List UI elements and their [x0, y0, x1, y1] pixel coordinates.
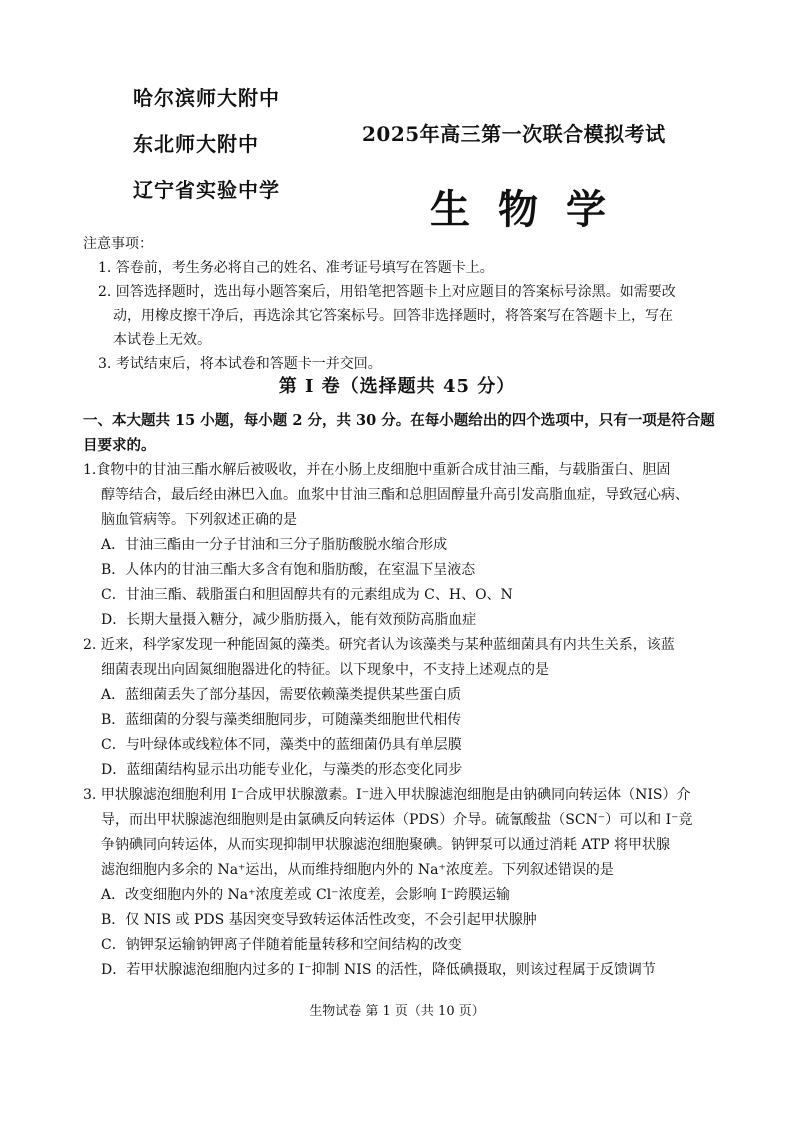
- question-stem: 细菌表现出向固氮细胞器进化的特征。以下现象中，不支持上述观点的是: [101, 662, 549, 678]
- question-stem: 醇等结合，最后经由淋巴入血。血浆中甘油三酯和总胆固醇量升高引发高脂血症，导致冠心病、: [101, 487, 689, 503]
- note-item: 3. 考试结束后，将本试卷和答题卡一并交回。: [98, 356, 382, 372]
- option-c: C．甘油三酯、载脂蛋白和胆固醇共有的元素组成为 C、H、O、N: [101, 587, 513, 603]
- school-name: 辽宁省实验中学: [133, 178, 280, 202]
- option-b: B．人体内的甘油三酯大多含有饱和脂肪酸，在室温下呈液态: [101, 562, 476, 578]
- option-a: A．蓝细菌丢失了部分基因，需要依赖藻类提供某些蛋白质: [101, 687, 462, 703]
- notes-heading: 注意事项：: [83, 236, 153, 252]
- question-stem: 滤泡细胞内多余的 Na⁺运出，从而维持细胞内外的 Na⁺浓度差。下列叙述错误的是: [101, 862, 614, 878]
- note-item-continued: 动，用橡皮擦干净后，再选涂其它答案标号。回答非选择题时，将答案写在答题卡上，写在: [113, 308, 673, 324]
- option-d: D．蓝细菌结构显示出功能专业化，与藻类的形态变化同步: [101, 762, 463, 778]
- question-stem: 2. 近来，科学家发现一种能固氮的藻类。研究者认为该藻类与某种蓝细菌具有内共生关系，该蓝: [83, 637, 675, 653]
- page-footer: 生物试卷 第 1 页（共 10 页）: [309, 1004, 485, 1019]
- notes-section: [83, 232, 723, 376]
- question-stem: 1.食物中的甘油三酯水解后被吸收，并在小肠上皮细胞中重新合成甘油三酯，与载脂蛋白、胆固: [83, 462, 671, 478]
- option-b: B．蓝细菌的分裂与藻类细胞同步，可随藻类细胞世代相传: [101, 712, 462, 728]
- option-d: D．若甲状腺滤泡细胞内过多的 I⁻抑制 NIS 的活性，降低碘摄取，则该过程属于反馈调节: [101, 962, 656, 978]
- option-c: C．钠钾泵运输钠钾离子伴随着能量转移和空间结构的改变: [101, 937, 462, 953]
- question-stem: 脑血管病等。下列叙述正确的是: [101, 512, 297, 528]
- note-item-continued: 本试卷上无效。: [113, 332, 211, 348]
- option-a: A．甘油三酯由一分子甘油和三分子脂肪酸脱水缩合形成: [101, 537, 448, 553]
- option-c: C．与叶绿体或线粒体不同，藻类中的蓝细菌仍具有单层膜: [101, 737, 462, 753]
- section-title: 第 I 卷（选择题共 45 分）: [278, 376, 516, 397]
- question-stem: 争钠碘同向转运体，从而实现抑制甲状腺滤泡细胞聚碘。钠钾泵可以通过消耗 ATP 将甲状腺: [101, 837, 671, 853]
- exam-title: 2025年高三第一次联合模拟考试: [362, 122, 666, 146]
- question-3: [83, 783, 723, 983]
- option-d: D．长期大量摄入糖分，减少脂肪摄入，能有效预防高脂血症: [101, 612, 477, 628]
- option-a: A．改变细胞内外的 Na⁺浓度差或 Cl⁻浓度差，会影响 I⁻跨膜运输: [101, 887, 510, 903]
- question-stem: 导，而出甲状腺滤泡细胞则是由氯碘反向转运体（PDS）介导。硫氰酸盐（SCN⁻）可以和 I⁻竞: [101, 812, 693, 828]
- school-name: 东北师大附中: [133, 132, 259, 156]
- subject-title: 生物学: [430, 186, 634, 233]
- option-b: B．仅 NIS 或 PDS 基因突变导致转运体活性改变，不会引起甲状腺肿: [101, 912, 537, 928]
- school-list: [133, 86, 333, 224]
- section-instructions: 目要求的。: [83, 437, 156, 454]
- section-instructions: 一、本大题共 15 小题，每小题 2 分，共 30 分。在每小题给出的四个选项中，只有一项是符合题: [83, 412, 715, 429]
- question-2: [83, 633, 723, 783]
- question-1: [83, 458, 723, 633]
- question-stem: 3. 甲状腺滤泡细胞利用 I⁻合成甲状腺激素。I⁻进入甲状腺滤泡细胞是由钠碘同向转运体（NIS）介: [83, 787, 691, 803]
- note-item: 2. 回答选择题时，选出每小题答案后，用铅笔把答题卡上对应题目的答案标号涂黑。如需要改: [98, 284, 676, 300]
- note-item: 1. 答卷前，考生务必将自己的姓名、准考证号填写在答题卡上。: [98, 260, 494, 276]
- school-name: 哈尔滨师大附中: [133, 86, 280, 110]
- question-content: [83, 408, 723, 983]
